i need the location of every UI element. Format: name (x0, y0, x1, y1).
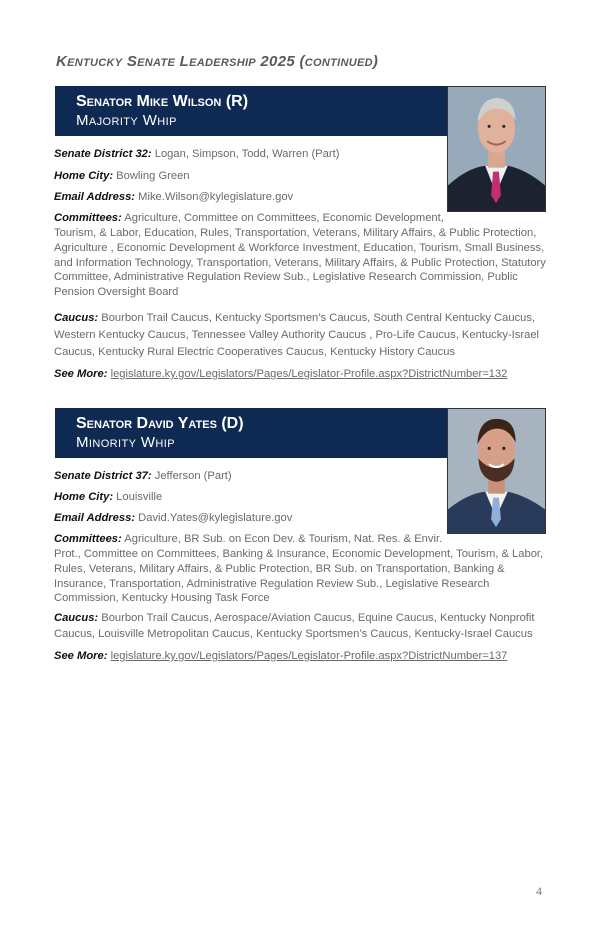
email-field (54, 511, 449, 526)
committees-value-continued: Prot., Committee on Committees, Banking & Insurance, Economic Development, Tourism, & Labor, Rules, Veterans, Military Affairs, & Public Protection, BR Sub. on Transportation, Banking & Insurance, Transportation, Administrative Regulation Review Sub., Legislative Research Commission, Kentucky Housing Task Force (54, 548, 544, 605)
caucus-label: Caucus: (54, 612, 99, 624)
home-city-value: Louisville (116, 491, 163, 503)
committees-field-continued (54, 226, 546, 300)
home-city-label: Home City: (54, 170, 114, 182)
senator-name: Senator Mike Wilson (R) (76, 93, 249, 110)
senator-banner (55, 86, 447, 136)
caucus-value: Bourbon Trail Caucus, Kentucky Sportsmen’s Caucus, South Central Kentucky Caucus, Western Kentucky Caucus, Tennessee Valley Authority Caucus , Pro-Life Caucus, Kentucky-Israel Caucus, Kentucky Rural Electric Cooperatives Caucus, Kentucky History Caucus (54, 312, 540, 358)
senator-banner (55, 408, 447, 458)
committees-label: Committees: (54, 533, 122, 545)
senator-role: Minority Whip (76, 434, 175, 451)
caucus-label: Caucus: (54, 312, 99, 324)
district-label: Senate District 32: (54, 148, 152, 160)
see-more-field (54, 367, 546, 382)
home-city-field (54, 169, 449, 184)
home-city-field (54, 490, 449, 505)
senator-name: Senator David Yates (D) (76, 415, 244, 432)
portrait-icon (448, 409, 545, 533)
email-label: Email Address: (54, 512, 136, 524)
senator-role: Majority Whip (76, 112, 177, 129)
committees-field-continued (54, 547, 546, 606)
district-field (54, 469, 449, 484)
profile-link[interactable]: legislature.ky.gov/Legislators/Pages/Legislator-Profile.aspx?DistrictNumber=137 (110, 650, 508, 662)
committees-value: Agriculture, Committee on Committees, Economic Development, (124, 212, 444, 224)
caucus-field (54, 310, 546, 361)
see-more-field (54, 649, 546, 664)
district-field (54, 147, 449, 162)
committees-value: Agriculture, BR Sub. on Econ Dev. & Tourism, Nat. Res. & Envir. (124, 533, 443, 545)
see-more-label: See More: (54, 650, 108, 662)
caucus-field (54, 611, 546, 642)
committees-value-continued: Tourism, & Labor, Education, Rules, Transportation, Veterans, Military Affairs, & Public Protection, Agriculture , Economic Development & Workforce Investment, Education, Tourism, Small Business, and Information Technology, Transportation, Veterans, Military Affairs, & Public Protection, Statutory Committee, Administrative Regulation Review Sub., Legislative Research Commission, Public Pension Oversight Board (54, 227, 546, 299)
portrait-icon (448, 87, 545, 211)
email-value: David.Yates@kylegislature.gov (138, 512, 293, 524)
home-city-label: Home City: (54, 491, 114, 503)
committees-field (54, 532, 449, 547)
district-label: Senate District 37: (54, 470, 152, 482)
page-number: 4 (536, 884, 542, 898)
senator-portrait-photo (447, 408, 546, 534)
district-value: Jefferson (Part) (154, 470, 232, 482)
email-field (54, 190, 449, 205)
profile-link[interactable]: legislature.ky.gov/Legislators/Pages/Legislator-Profile.aspx?DistrictNumber=132 (110, 368, 508, 380)
caucus-value: Bourbon Trail Caucus, Aerospace/Aviation Caucus, Equine Caucus, Kentucky Nonprofit Caucus, Louisville Metropolitan Caucus, Kentucky Sportsmen’s Caucus, Kentucky-Israel Caucus (54, 612, 535, 640)
see-more-label: See More: (54, 368, 108, 380)
committees-label: Committees: (54, 212, 122, 224)
email-value: Mike.Wilson@kylegislature.gov (138, 191, 294, 203)
committees-field (54, 211, 449, 226)
page-heading: Kentucky Senate Leadership 2025 (continued) (56, 53, 379, 70)
senator-portrait-photo (447, 86, 546, 212)
district-value: Logan, Simpson, Todd, Warren (Part) (154, 148, 340, 160)
home-city-value: Bowling Green (116, 170, 190, 182)
email-label: Email Address: (54, 191, 136, 203)
